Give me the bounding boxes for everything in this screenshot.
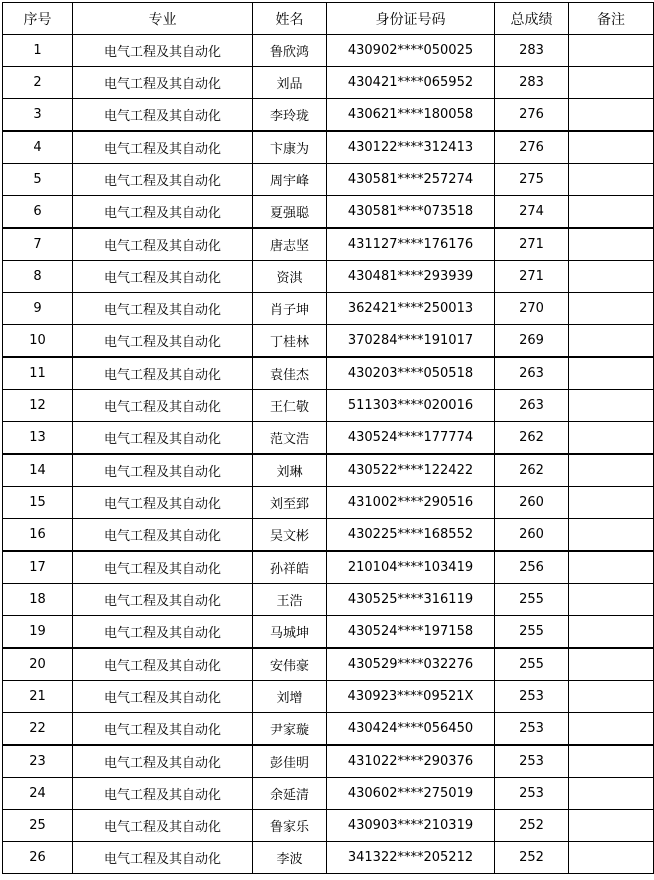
cell-name: 丁桂林 <box>253 325 327 358</box>
cell-name: 刘至郅 <box>253 487 327 519</box>
cell-major: 电气工程及其自动化 <box>73 131 253 164</box>
cell-note <box>569 422 654 455</box>
cell-total-score: 276 <box>495 131 569 164</box>
cell-id-number: 430581****073518 <box>327 196 495 229</box>
cell-name: 李波 <box>253 842 327 874</box>
cell-note <box>569 35 654 67</box>
cell-note <box>569 519 654 552</box>
cell-note <box>569 745 654 778</box>
cell-id-number: 430421****065952 <box>327 67 495 99</box>
cell-total-score: 253 <box>495 713 569 746</box>
table-row <box>3 131 654 164</box>
cell-note <box>569 713 654 746</box>
cell-id-number: 370284****191017 <box>327 325 495 358</box>
cell-id-number: 430602****275019 <box>327 778 495 810</box>
cell-name: 安伟豪 <box>253 648 327 681</box>
cell-total-score: 260 <box>495 487 569 519</box>
header-name: 姓名 <box>253 3 327 35</box>
cell-note <box>569 390 654 422</box>
cell-id-number: 430581****257274 <box>327 164 495 196</box>
cell-major: 电气工程及其自动化 <box>73 745 253 778</box>
table-row <box>3 325 654 358</box>
cell-name: 王仁敬 <box>253 390 327 422</box>
cell-seq: 15 <box>3 487 73 519</box>
cell-name: 唐志坚 <box>253 228 327 261</box>
cell-id-number: 430923****09521X <box>327 681 495 713</box>
cell-name: 范文浩 <box>253 422 327 455</box>
cell-id-number: 430522****122422 <box>327 454 495 487</box>
cell-major: 电气工程及其自动化 <box>73 196 253 229</box>
table-header-row <box>3 3 654 35</box>
cell-seq: 8 <box>3 261 73 293</box>
cell-total-score: 255 <box>495 648 569 681</box>
table-row <box>3 519 654 552</box>
table-row <box>3 454 654 487</box>
table-row <box>3 357 654 390</box>
table-row <box>3 648 654 681</box>
cell-major: 电气工程及其自动化 <box>73 357 253 390</box>
cell-name: 鲁欣鸿 <box>253 35 327 67</box>
cell-name: 孙祥皓 <box>253 551 327 584</box>
cell-id-number: 430122****312413 <box>327 131 495 164</box>
cell-seq: 18 <box>3 584 73 616</box>
cell-total-score: 274 <box>495 196 569 229</box>
cell-note <box>569 810 654 842</box>
cell-id-number: 430525****316119 <box>327 584 495 616</box>
cell-id-number: 431002****290516 <box>327 487 495 519</box>
cell-note <box>569 67 654 99</box>
cell-note <box>569 551 654 584</box>
table-row <box>3 390 654 422</box>
cell-seq: 21 <box>3 681 73 713</box>
cell-major: 电气工程及其自动化 <box>73 67 253 99</box>
cell-seq: 10 <box>3 325 73 358</box>
cell-name: 刘品 <box>253 67 327 99</box>
table-row <box>3 778 654 810</box>
cell-seq: 23 <box>3 745 73 778</box>
table-row <box>3 487 654 519</box>
cell-note <box>569 293 654 325</box>
table-row <box>3 261 654 293</box>
cell-seq: 3 <box>3 99 73 132</box>
table-row <box>3 745 654 778</box>
cell-major: 电气工程及其自动化 <box>73 519 253 552</box>
cell-seq: 5 <box>3 164 73 196</box>
cell-note <box>569 454 654 487</box>
cell-total-score: 255 <box>495 584 569 616</box>
cell-note <box>569 681 654 713</box>
cell-total-score: 253 <box>495 745 569 778</box>
cell-name: 王浩 <box>253 584 327 616</box>
header-note: 备注 <box>569 3 654 35</box>
cell-total-score: 255 <box>495 616 569 649</box>
cell-id-number: 210104****103419 <box>327 551 495 584</box>
cell-note <box>569 357 654 390</box>
cell-major: 电气工程及其自动化 <box>73 681 253 713</box>
cell-seq: 14 <box>3 454 73 487</box>
cell-seq: 6 <box>3 196 73 229</box>
cell-seq: 26 <box>3 842 73 874</box>
header-total-score: 总成绩 <box>495 3 569 35</box>
cell-total-score: 271 <box>495 228 569 261</box>
cell-note <box>569 196 654 229</box>
cell-seq: 19 <box>3 616 73 649</box>
cell-note <box>569 261 654 293</box>
cell-seq: 17 <box>3 551 73 584</box>
cell-major: 电气工程及其自动化 <box>73 35 253 67</box>
cell-seq: 20 <box>3 648 73 681</box>
cell-major: 电气工程及其自动化 <box>73 422 253 455</box>
cell-total-score: 283 <box>495 67 569 99</box>
cell-name: 李玲珑 <box>253 99 327 132</box>
cell-total-score: 269 <box>495 325 569 358</box>
cell-total-score: 260 <box>495 519 569 552</box>
cell-id-number: 430203****050518 <box>327 357 495 390</box>
cell-id-number: 430424****056450 <box>327 713 495 746</box>
cell-name: 肖子坤 <box>253 293 327 325</box>
cell-seq: 11 <box>3 357 73 390</box>
cell-major: 电气工程及其自动化 <box>73 454 253 487</box>
cell-note <box>569 487 654 519</box>
cell-id-number: 511303****020016 <box>327 390 495 422</box>
cell-note <box>569 616 654 649</box>
cell-id-number: 430524****197158 <box>327 616 495 649</box>
cell-name: 袁佳杰 <box>253 357 327 390</box>
table-row <box>3 551 654 584</box>
cell-total-score: 263 <box>495 357 569 390</box>
cell-total-score: 276 <box>495 99 569 132</box>
cell-name: 周宇峰 <box>253 164 327 196</box>
table-row <box>3 164 654 196</box>
cell-major: 电气工程及其自动化 <box>73 228 253 261</box>
cell-total-score: 256 <box>495 551 569 584</box>
cell-note <box>569 648 654 681</box>
cell-total-score: 262 <box>495 422 569 455</box>
cell-note <box>569 164 654 196</box>
cell-id-number: 431022****290376 <box>327 745 495 778</box>
table-row <box>3 681 654 713</box>
cell-id-number: 430524****177774 <box>327 422 495 455</box>
cell-total-score: 271 <box>495 261 569 293</box>
table-row <box>3 713 654 746</box>
cell-id-number: 430529****032276 <box>327 648 495 681</box>
cell-total-score: 262 <box>495 454 569 487</box>
cell-name: 吴文彬 <box>253 519 327 552</box>
cell-name: 马城坤 <box>253 616 327 649</box>
results-table <box>2 2 654 874</box>
table-row <box>3 228 654 261</box>
cell-seq: 25 <box>3 810 73 842</box>
cell-seq: 9 <box>3 293 73 325</box>
cell-id-number: 430621****180058 <box>327 99 495 132</box>
cell-major: 电气工程及其自动化 <box>73 778 253 810</box>
table-row <box>3 293 654 325</box>
cell-major: 电气工程及其自动化 <box>73 261 253 293</box>
cell-id-number: 430225****168552 <box>327 519 495 552</box>
table-row <box>3 842 654 874</box>
table-row <box>3 422 654 455</box>
table-body <box>3 35 654 874</box>
table-row <box>3 67 654 99</box>
cell-total-score: 270 <box>495 293 569 325</box>
cell-name: 刘增 <box>253 681 327 713</box>
table-row <box>3 196 654 229</box>
cell-id-number: 430903****210319 <box>327 810 495 842</box>
cell-major: 电气工程及其自动化 <box>73 487 253 519</box>
cell-id-number: 430902****050025 <box>327 35 495 67</box>
cell-total-score: 253 <box>495 681 569 713</box>
cell-seq: 13 <box>3 422 73 455</box>
cell-major: 电气工程及其自动化 <box>73 584 253 616</box>
cell-note <box>569 99 654 132</box>
cell-total-score: 263 <box>495 390 569 422</box>
table-row <box>3 99 654 132</box>
cell-note <box>569 228 654 261</box>
cell-major: 电气工程及其自动化 <box>73 164 253 196</box>
cell-name: 余延清 <box>253 778 327 810</box>
cell-total-score: 275 <box>495 164 569 196</box>
cell-major: 电气工程及其自动化 <box>73 551 253 584</box>
cell-seq: 4 <box>3 131 73 164</box>
table-row <box>3 616 654 649</box>
cell-name: 资淇 <box>253 261 327 293</box>
cell-major: 电气工程及其自动化 <box>73 325 253 358</box>
cell-seq: 2 <box>3 67 73 99</box>
cell-id-number: 430481****293939 <box>327 261 495 293</box>
cell-major: 电气工程及其自动化 <box>73 810 253 842</box>
cell-note <box>569 325 654 358</box>
cell-note <box>569 778 654 810</box>
cell-seq: 1 <box>3 35 73 67</box>
cell-total-score: 283 <box>495 35 569 67</box>
header-seq: 序号 <box>3 3 73 35</box>
cell-major: 电气工程及其自动化 <box>73 293 253 325</box>
cell-seq: 16 <box>3 519 73 552</box>
cell-total-score: 252 <box>495 842 569 874</box>
cell-name: 卞康为 <box>253 131 327 164</box>
cell-id-number: 431127****176176 <box>327 228 495 261</box>
cell-seq: 7 <box>3 228 73 261</box>
header-major: 专业 <box>73 3 253 35</box>
cell-name: 彭佳明 <box>253 745 327 778</box>
cell-name: 尹家璇 <box>253 713 327 746</box>
cell-note <box>569 842 654 874</box>
cell-major: 电气工程及其自动化 <box>73 713 253 746</box>
cell-major: 电气工程及其自动化 <box>73 648 253 681</box>
table-row <box>3 810 654 842</box>
cell-major: 电气工程及其自动化 <box>73 842 253 874</box>
cell-note <box>569 584 654 616</box>
cell-note <box>569 131 654 164</box>
cell-id-number: 341322****205212 <box>327 842 495 874</box>
cell-id-number: 362421****250013 <box>327 293 495 325</box>
cell-seq: 12 <box>3 390 73 422</box>
cell-name: 夏强聪 <box>253 196 327 229</box>
cell-major: 电气工程及其自动化 <box>73 390 253 422</box>
table-row <box>3 584 654 616</box>
cell-seq: 22 <box>3 713 73 746</box>
cell-major: 电气工程及其自动化 <box>73 616 253 649</box>
cell-name: 刘琳 <box>253 454 327 487</box>
cell-major: 电气工程及其自动化 <box>73 99 253 132</box>
cell-name: 鲁家乐 <box>253 810 327 842</box>
cell-total-score: 253 <box>495 778 569 810</box>
cell-seq: 24 <box>3 778 73 810</box>
table-row <box>3 35 654 67</box>
cell-total-score: 252 <box>495 810 569 842</box>
header-id-number: 身份证号码 <box>327 3 495 35</box>
